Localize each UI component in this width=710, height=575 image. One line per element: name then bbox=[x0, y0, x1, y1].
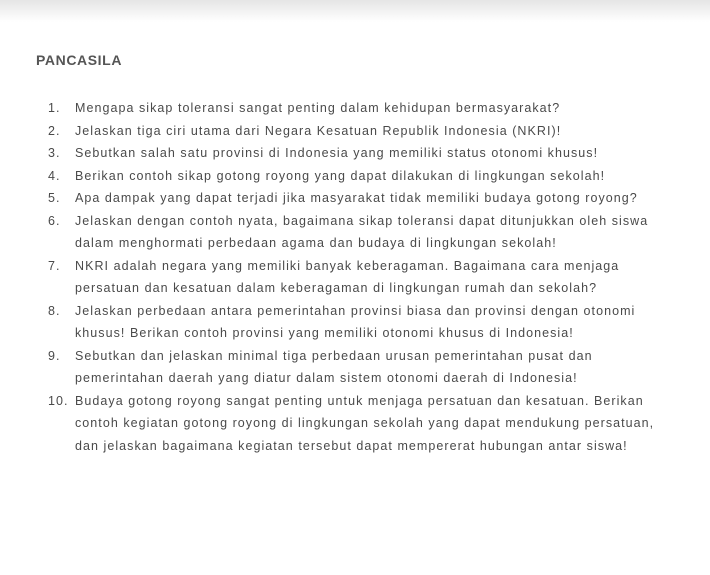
question-number: 4. bbox=[48, 168, 61, 183]
question-item bbox=[48, 97, 673, 120]
top-shadow bbox=[0, 0, 710, 22]
question-text: Jelaskan dengan contoh nyata, bagaimana sikap toleransi dapat ditunjukkan oleh siswa dalam menghormati perbedaan agama dan budaya di lingkungan sekolah! bbox=[75, 213, 649, 250]
question-text: Berikan contoh sikap gotong royong yang dapat dilakukan di lingkungan sekolah! bbox=[75, 168, 606, 183]
question-number: 3. bbox=[48, 146, 61, 160]
question-text: Sebutkan dan jelaskan minimal tiga perbedaan urusan pemerintahan pusat dan pemerintahan daerah yang diatur dalam sistem otonomi daerah di Indonesia! bbox=[75, 348, 593, 385]
question-list bbox=[48, 97, 673, 457]
question-item bbox=[48, 142, 673, 165]
question-number: 5. bbox=[48, 191, 61, 205]
document-card bbox=[0, 22, 710, 575]
question-number: 1. bbox=[48, 101, 61, 115]
question-number: 6. bbox=[48, 213, 61, 228]
question-number: 2. bbox=[48, 123, 61, 138]
question-text: Apa dampak yang dapat terjadi jika masyarakat tidak memiliki budaya gotong royong? bbox=[75, 191, 638, 205]
question-number: 9. bbox=[48, 348, 61, 363]
question-item bbox=[48, 255, 673, 300]
question-text: Budaya gotong royong sangat penting untuk menjaga persatuan dan kesatuan. Berikan contoh kegiatan gotong royong di lingkungan sekolah yang dapat mendukung persatuan, dan jelaskan bagaimana kegiatan tersebut dapat mempererat hubungan antar siswa! bbox=[75, 393, 655, 453]
question-item bbox=[48, 390, 673, 458]
question-text: Mengapa sikap toleransi sangat penting dalam kehidupan bermasyarakat? bbox=[75, 101, 561, 115]
question-item bbox=[48, 165, 673, 188]
question-number: 7. bbox=[48, 258, 61, 273]
question-text: NKRI adalah negara yang memiliki banyak keberagaman. Bagaimana cara menjaga persatuan dan kesatuan dalam keberagaman di lingkungan rumah dan sekolah? bbox=[75, 258, 620, 295]
question-number: 10. bbox=[48, 393, 69, 408]
question-text: Sebutkan salah satu provinsi di Indonesia yang memiliki status otonomi khusus! bbox=[75, 146, 599, 160]
question-text: Jelaskan perbedaan antara pemerintahan provinsi biasa dan provinsi dengan otonomi khusus! Berikan contoh provinsi yang memiliki otonomi khusus di Indonesia! bbox=[75, 303, 636, 340]
question-item bbox=[48, 210, 673, 255]
question-item bbox=[48, 345, 673, 390]
question-text: Jelaskan tiga ciri utama dari Negara Kesatuan Republik Indonesia (NKRI)! bbox=[75, 123, 562, 138]
question-item bbox=[48, 187, 673, 210]
question-number: 8. bbox=[48, 303, 61, 318]
page-title: PANCASILA bbox=[36, 52, 123, 68]
question-item bbox=[48, 120, 673, 143]
question-item bbox=[48, 300, 673, 345]
